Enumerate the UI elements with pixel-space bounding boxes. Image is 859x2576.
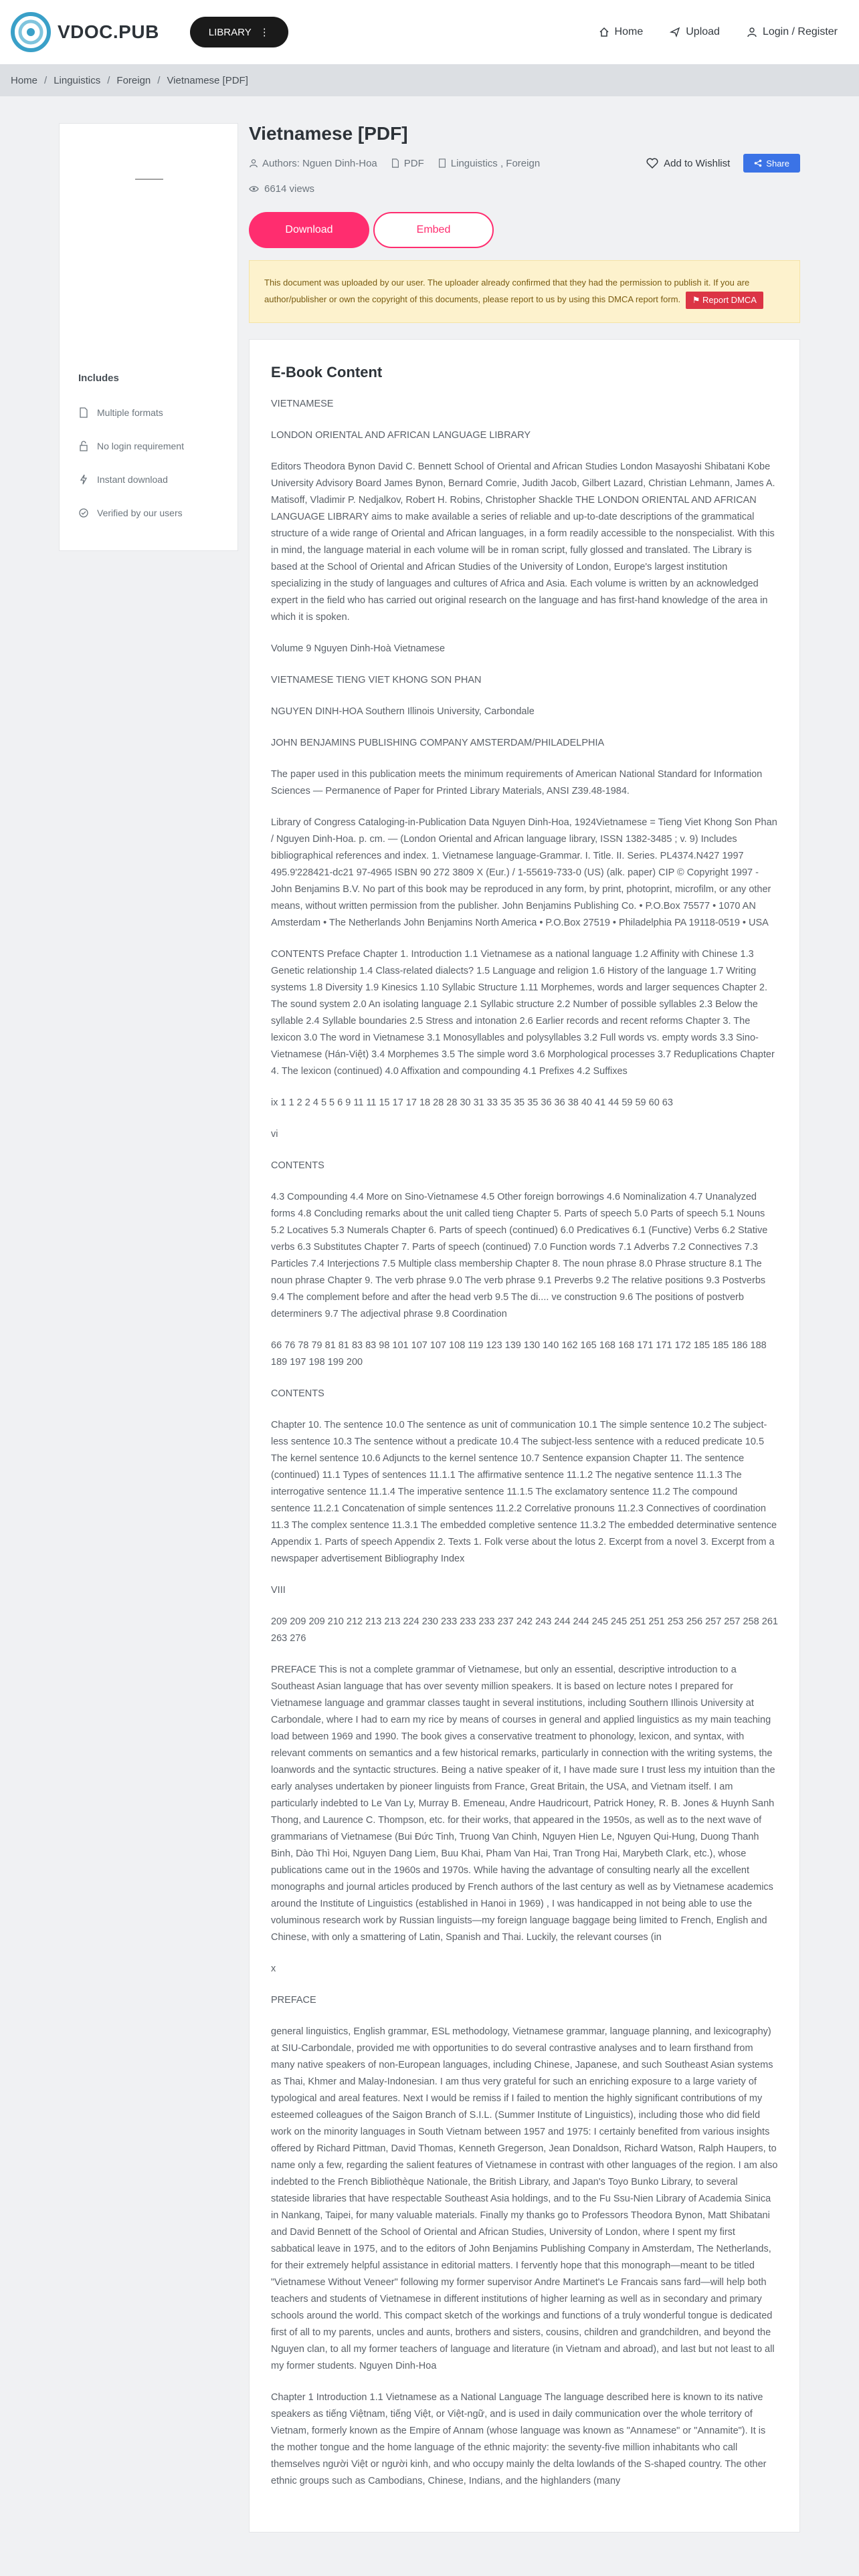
ebook-paragraph: vi <box>271 1128 278 1140</box>
ebook-paragraph: ix 1 1 2 2 4 5 5 6 9 11 11 15 17 17 18 28 28 30 31 33 35 35 35 36 36 38 40 41 44 59 59 60 63 <box>271 1097 673 1108</box>
nav-login-label: Login / Register <box>762 26 838 37</box>
ebook-paragraph: Library of Congress Cataloging-in-Publication Data Nguyen Dinh-Hoa, 1924Vietnamese = Tieng Viet Khong Son Phan / Nguyen Dinh-Hoa. p. cm. — (London Oriental and African language library, ISSN 1382-3485 ; v. 9) Includes bibliographical references and index. 1. Vietnamese language-Grammar. I. Title. II. Series. PL4374.N427 1997 495.9'228421-dc21 97-4965 ISBN 90 272 3809 X (Eur.) / 1-55619-733-0 (US) (alk. paper) CIP © Copyright 1997 - John Benjamins B.V. No part of this book may be reproduced in any form, by print, photoprint, microfilm, or any other means, without written permission from the publisher. John Benjamins Publishing Co. • P.O.Box 75577 • 1070 AN Amsterdam • The Netherlands John Benjamins North America • P.O.Box 27519 • Philadelphia PA 19118-0519 • USA <box>271 817 777 928</box>
breadcrumb-linguistics[interactable]: Linguistics <box>54 74 101 86</box>
views-label: 6614 views <box>264 183 315 195</box>
share-button[interactable] <box>743 154 800 173</box>
include-no-login <box>78 441 184 451</box>
ebook-paragraph: Chapter 10. The sentence 10.0 The sentence as unit of communication 10.1 The simple sentence 10.2 The subject-less sentence 10.3 The sentence without a predicate 10.4 The subject-less sentence with a reduced predicate 10.5 The kernel sentence 10.6 Adjuncts to the kernel sentence 10.7 Sentence expansion Chapter 11. The sentence (continued) 11.1 Types of sentences 11.1.1 The affirmative sentence 11.1.2 The negative sentence 11.1.3 The interrogative sentence 11.1.4 The imperative sentence 11.1.5 The exclamatory sentence 11.2 The compound sentence 11.2.1 Concatenation of simple sentences 11.2.2 Correlative pronouns 11.2.3 Connectives of coordination 11.3 The complex sentence 11.3.1 The embedded completive sentence 11.3.2 The embedded determinative sentence Appendix 1. Parts of speech Appendix 2. Texts 1. Folk verse about the lotus 2. Excerpt from a novel 3. Excerpt from a newspaper advertisement Bibliography Index <box>271 1419 777 1564</box>
notice-text: This document was uploaded by our user. The uploader already confirmed that they had the permission to publish it. If you are author/publisher or own the copyright of this documents, please report to us by using this DMCA report form. <box>264 278 750 304</box>
document-meta <box>249 154 800 173</box>
cover-caption: ▬▬▬▬▬▬▬ <box>135 177 163 181</box>
library-label: LIBRARY <box>208 26 252 38</box>
authors-label: Authors: Nguen Dinh-Hoa <box>262 157 377 169</box>
document-category[interactable] <box>438 158 540 169</box>
includes-title: Includes <box>78 372 119 384</box>
file-icon <box>78 407 89 418</box>
user-icon <box>249 158 258 168</box>
nav-upload-label: Upload <box>686 26 720 37</box>
ebook-heading: E-Book Content <box>271 363 383 381</box>
flag-icon: ⚑ <box>692 294 700 305</box>
report-label: Report DMCA <box>702 294 757 305</box>
include-label: Verified by our users <box>97 508 183 518</box>
site-header <box>0 0 859 64</box>
eye-icon <box>249 184 259 194</box>
upload-icon <box>670 27 680 37</box>
lightning-icon <box>78 474 89 485</box>
download-button[interactable]: Download <box>249 212 369 248</box>
report-dmca-button[interactable] <box>686 292 763 309</box>
document-format <box>391 158 424 169</box>
breadcrumb-current: Vietnamese [PDF] <box>167 74 248 86</box>
ebook-paragraph: VIETNAMESE TIENG VIET KHONG SON PHAN <box>271 674 482 685</box>
include-verified <box>78 508 183 518</box>
ebook-paragraph: NGUYEN DINH-HOA Southern Illinois University, Carbondale <box>271 706 535 717</box>
dmca-notice <box>249 260 800 323</box>
document-authors[interactable] <box>249 158 377 169</box>
ebook-paragraph: CONTENTS Preface Chapter 1. Introduction 1.1 Vietnamese as a national language 1.2 Affinity with Chinese 1.3 Genetic relationship 1.4 Class-related dialects? 1.5 Language and religion 1.6 History of the language 1.7 Writing systems 1.8 Diversity 1.9 Kinesics 1.10 Syllabic Structure 1.11 Morphemes, words and larger sequences Chapter 2. The sound system 2.0 An isolating language 2.1 Syllabic structure 2.2 Number of possible syllables 2.3 Below the syllable 2.4 Syllable boundaries 2.5 Stress and intonation 2.6 Earlier records and recent reforms Chapter 3. The lexicon 3.0 The word in Vietnamese 3.1 Monosyllables and polysyllables 3.2 Full words vs. empty words 3.3 Sino-Vietnamese (Hán-Việt) 3.4 Morphemes 3.5 The simple word 3.6 Morphological processes 3.7 Reduplications Chapter 4. The lexicon (continued) 4.0 Affixation and compounding 4.1 Prefixes 4.2 Suffixes <box>271 948 775 1077</box>
ebook-paragraph: 209 209 209 210 212 213 213 224 230 233 233 233 237 242 243 244 244 245 245 251 251 253 256 257 257 258 261 263 276 <box>271 1616 778 1644</box>
ebook-paragraph: VIETNAMESE <box>271 398 334 409</box>
ebook-paragraph: PREFACE <box>271 1994 316 2006</box>
include-multiple-formats <box>78 407 163 418</box>
ebook-paragraph: CONTENTS <box>271 1388 324 1399</box>
ebook-paragraph: x <box>271 1963 276 1974</box>
file-icon <box>391 158 400 168</box>
include-instant-download <box>78 474 168 485</box>
book-cover[interactable] <box>81 142 217 308</box>
ebook-content <box>249 339 800 2533</box>
breadcrumb-separator: / <box>157 74 161 86</box>
vdoc-logo-icon <box>11 12 51 52</box>
breadcrumb-home[interactable]: Home <box>11 74 38 86</box>
ebook-paragraph: LONDON ORIENTAL AND AFRICAN LANGUAGE LIBRARY <box>271 429 531 441</box>
format-label: PDF <box>403 157 424 169</box>
heart-icon <box>646 158 658 169</box>
ebook-paragraph: PREFACE This is not a complete grammar of Vietnamese, but only an essential, descriptive introduction to a Southeast Asian language that has over seventy million speakers. It is based on lecture notes I prepared for Vietnamese language and grammar classes taught in several institutions, including Southern Illinois University at Carbondale, where I had to earn my rice by means of courses in general and applied linguistics as my main teaching load between 1969 and 1990. The book gives a conservative treatment to phonology, lexicon, and syntax, with relevant comments on semantics and a few historical remarks, particularly in connection with the writing systems, the loanwords and the syntactic structures. Being a native speaker of it, I have made sure I trust less my intuition than the early analyses undertaken by pioneer linguists from France, Great Britain, the USA, and Vietnam itself. I am particularly indebted to Le Van Ly, Murray B. Emeneau, Andre Haudricourt, Patrick Honey, R. B. Jones & Huynh Sanh Thong, and Laurence C. Thompson, etc. for their works, that appeared in the 1950s, as well as to the next wave of grammarians of Vietnamese (Bui Đức Tinh, Truong Van Chinh, Nguyen Hien Le, Nguyen Qui-Hung, Duong Thanh Binh, Dào Thì Hoi, Nguyen Dang Liem, Buu Khai, Pham Van Hai, Tran Trong Hai, Marybeth Clark, etc.), whose publications came out in the 1960s and 1970s. While having the advantage of consulting nearly all the excellent monographs and journal articles produced by French authors of the last century as well as by Vietnamese academics around the Institute of Linguistics (established in Hanoi in 1969) , I was handicapped in not being able to use the voluminous research work by Russian linguists—my foreign language baggage being limited to French, English and Chinese, with only a smattering of Latin, Spanish and Thai. Luckily, the relevant courses (in <box>271 1664 775 1943</box>
breadcrumb-separator: / <box>107 74 110 86</box>
action-buttons <box>249 212 800 248</box>
breadcrumb-foreign[interactable]: Foreign <box>116 74 151 86</box>
ebook-paragraph: 4.3 Compounding 4.4 More on Sino-Vietnamese 4.5 Other foreign borrowings 4.6 Nominalization 4.7 Unanalyzed forms 4.8 Concluding remarks about the unit called tieng Chapter 5. Parts of speech 5.0 Parts of speech 5.1 Nouns 5.2 Locatives 5.3 Numerals Chapter 6. Parts of speech (continued) 6.0 Predicatives 6.1 (Functive) Verbs 6.2 Stative verbs 6.3 Substitutes Chapter 7. Parts of speech (continued) 7.0 Function words 7.1 Adverbs 7.2 Connectives 7.3 Particles 7.4 Interjections 7.5 Multiple class membership Chapter 8. The noun phrase 8.0 Phrase structure 8.1 The noun phrase Chapter 9. The verb phrase 9.0 The verb phrase 9.1 Preverbs 9.2 The relative positions 9.3 Postverbs 9.4 The complement before and after the head verb 9.5 The di.... ve construction 9.6 The positions of postverb determiners 9.7 The adjectival phrase 9.8 Coordination <box>271 1191 768 1319</box>
share-icon <box>754 159 762 167</box>
include-label: Instant download <box>97 474 168 485</box>
main-column <box>249 123 800 2533</box>
view-count <box>249 183 800 195</box>
user-icon <box>747 27 757 37</box>
include-label: No login requirement <box>97 441 184 451</box>
ebook-paragraph: general linguistics, English grammar, ESL methodology, Vietnamese grammar, language planning, and lexicography) at SIU-Carbondale, provided me with opportunities to do several contrastive analyses and to learn firsthand from many native speakers of non-European languages, including Chinese, Japanese, and such Southeast Asian systems as Thai, Khmer and Malay-Indonesian. I am thus very grateful for such an enriching exposure to a large variety of typological and areal features. Next I would be remiss if I failed to mention the highly significant contributions of my esteemed colleagues of the Saigon Branch of S.I.L. (Summer Institute of Linguistics), including those who did field work on the minority languages in South Vietnam between 1957 and 1975: I certainly benefited from various insights offered by Richard Pittman, David Thomas, Kenneth Gregerson, Jean Donaldson, Richard Watson, Ralph Haupers, to name only a few, regarding the salient features of Vietnamese in contrast with other languages of the region. I am also indebted to the French Bibliothèque Nationale, the British Library, and Japan's Toyo Bunko Library, to several stateside libraries that have respectable Southeast Asia holdings, and to the Fu Ssu-Nien Library of Academia Sinica in Nankang, Taipei, for many valuable materials. Finally my thanks go to Professors Theodora Bynon, Matt Shibatani and David Bennett of the School of Oriental and African Studies, University of London, where I spent my first sabbatical leave in 1975, and to the editors of John Benjamins Publishing Company in Amsterdam, The Netherlands, for their extremely helpful assistance in editorial matters. I fervently hope that this monograph—meant to be titled "Vietnamese Without Veneer" following my former supervisor Andre Martinet's Le Francais sans fard—will help both teachers and students of Vietnamese in different institutions of higher learning as well as in secondary and primary schools around the world. This compact sketch of the workings and functions of a truly wonderful tongue is dedicated first of all to my parents, uncles and aunts, brothers and sisters, cousins, children and grandchildren, and beyond the Nguyen clan, to all my former teachers of language and literature (in Vietnam and abroad), and last but not least to all my former students. Nguyen Dinh-Hoa <box>271 2026 778 2371</box>
library-menu-button[interactable] <box>190 17 288 47</box>
lock-icon <box>78 441 89 451</box>
add-to-wishlist-button[interactable] <box>646 158 730 169</box>
ebook-text <box>271 396 778 2490</box>
ebook-paragraph: Volume 9 Nguyen Dinh-Hoà Vietnamese <box>271 643 446 654</box>
ebook-paragraph: Chapter 1 Introduction 1.1 Vietnamese as a National Language The language described here is known to its native speakers as tiếng Việtnam, tiếng Việt, or Việt-ngữ, and is used in daily communication over the whole territory of Vietnam, formerly known as the Empire of Annam (whose language was known as "Annamese" or "Annamite"). It is the mother tongue and the home language of the ethnic majority: the seventy-five million inhabitants who call themselves người Việt or người kinh, and who occupy mainly the delta lowlands of the S-shaped country. The other ethnic groups such as Cambodians, Chinese, Indians, and the highlanders (many <box>271 2391 767 2486</box>
ebook-paragraph: 66 76 78 79 81 81 83 83 98 101 107 107 108 119 123 139 130 140 162 165 168 168 171 171 172 185 185 186 188 189 197 198 199 200 <box>271 1339 767 1368</box>
page-title: Vietnamese [PDF] <box>249 123 408 144</box>
share-label: Share <box>766 158 789 169</box>
breadcrumb-separator: / <box>44 74 47 86</box>
dropdown-icon: ⋮ <box>259 27 270 38</box>
ebook-paragraph: The paper used in this publication meets the minimum requirements of American National Standard for Information Sciences — Permanence of Paper for Printed Library Materials, ANSI Z39.48-1984. <box>271 768 763 796</box>
nav-home[interactable] <box>599 26 644 38</box>
nav-home-label: Home <box>614 26 644 37</box>
category-label: Linguistics , Foreign <box>450 157 541 169</box>
ebook-paragraph: CONTENTS <box>271 1160 324 1171</box>
embed-button[interactable]: Embed <box>373 212 494 248</box>
brand-name: VDOC.PUB <box>58 21 159 42</box>
include-label: Multiple formats <box>97 407 163 418</box>
main-nav <box>599 26 838 38</box>
breadcrumb <box>0 64 859 96</box>
site-logo[interactable] <box>11 12 159 52</box>
ebook-paragraph: JOHN BENJAMINS PUBLISHING COMPANY AMSTERDAM/PHILADELPHIA <box>271 737 605 748</box>
folder-icon <box>438 158 447 168</box>
nav-login[interactable] <box>747 26 838 38</box>
page-content <box>0 96 859 2576</box>
ebook-paragraph: Editors Theodora Bynon David C. Bennett School of Oriental and African Studies London Masayoshi Shibatani Kobe University Advisory Board James Bynon, Bernard Comrie, Judith Jacob, Gilbert Lazard, Christian Lehmann, James A. Matisoff, Vladimir P. Nedjalkov, Robert H. Robins, Christopher Shackle THE LONDON ORIENTAL AND AFRICAN LANGUAGE LIBRARY aims to make available a series of reliable and up-to-date descriptions of the grammatical structure of a wide range of Oriental and African languages, in a form readily accessible to the nonspecialist. With this in mind, the language material in each volume will be in roman script, fully glossed and translated. The Library is based at the School of Oriental and African Studies of the University of London, Europe's largest institution specializing in the study of languages and cultures of Africa and Asia. Each volume is written by an acknowledged expert in the field who has carried out original research on the language and has first-hand knowledge of the area in which it is spoken. <box>271 461 775 623</box>
wishlist-label: Add to Wishlist <box>664 157 731 169</box>
nav-upload[interactable] <box>670 26 720 38</box>
sidebar-card <box>59 123 238 551</box>
badge-icon <box>78 508 89 518</box>
ebook-paragraph: VIII <box>271 1584 286 1596</box>
home-icon <box>599 27 609 37</box>
